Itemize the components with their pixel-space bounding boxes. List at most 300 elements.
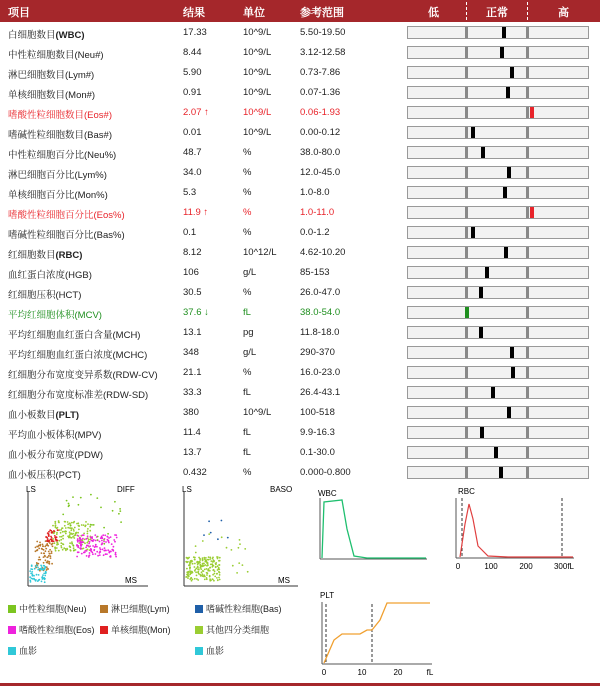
scatter-dot	[111, 543, 113, 545]
scatter-dot	[238, 547, 240, 549]
range-bar-high-limit	[526, 187, 529, 198]
scatter-dot	[214, 573, 216, 575]
scatter-dot	[196, 575, 198, 577]
range-bar-marker	[480, 427, 484, 438]
test-ref-range: 0.00-0.12	[300, 127, 341, 138]
scatter-dot	[197, 571, 199, 573]
scatter-dot	[89, 554, 91, 556]
scatter-dot	[92, 545, 94, 547]
scatter-dot	[65, 549, 67, 551]
scatter-dot	[207, 559, 209, 561]
table-row	[0, 203, 600, 223]
scatter-dot	[202, 563, 204, 565]
test-name: 红细胞分布宽度变异系数(RDW-CV)	[8, 370, 158, 381]
scatter-dot	[76, 523, 78, 525]
scatter-dot	[68, 505, 70, 507]
scatter-dot	[189, 574, 191, 576]
scatter-dot	[87, 535, 89, 537]
legend-swatch	[8, 605, 16, 613]
scatter-dot	[51, 551, 53, 553]
scatter-dot	[43, 568, 45, 570]
scatter-dot	[42, 569, 44, 571]
scatter-dot	[73, 547, 75, 549]
scatter-dot	[203, 565, 205, 567]
range-bar	[407, 466, 589, 479]
test-unit: %	[243, 227, 252, 238]
test-unit: %	[243, 167, 252, 178]
test-result: 5.3	[183, 187, 197, 198]
scatter-dot	[215, 563, 217, 565]
scatter-dot	[85, 521, 87, 523]
scatter-dot	[81, 524, 83, 526]
range-bar	[407, 386, 589, 399]
test-ref-range: 85-153	[300, 267, 330, 278]
scatter-dot	[203, 534, 205, 536]
scatter-dot	[84, 539, 86, 541]
range-bar-marker	[510, 67, 514, 78]
axis-tick-label: 0	[321, 668, 327, 677]
scatter-dot	[195, 545, 197, 547]
scatter-dot	[218, 568, 220, 570]
table-row	[0, 103, 600, 123]
scatter-dot	[38, 579, 40, 581]
scatter-dot	[218, 564, 220, 566]
scatter-dot	[204, 569, 206, 571]
range-bar-high-limit	[526, 247, 529, 258]
scatter-dot	[191, 571, 193, 573]
scatter-dot	[39, 568, 41, 570]
scatter-dot	[102, 534, 104, 536]
test-result: 30.5	[183, 287, 202, 298]
table-row	[0, 263, 600, 283]
scatter-dot	[37, 567, 39, 569]
test-ref-range: 0.06-1.93	[300, 107, 341, 118]
test-result: 0.91	[183, 87, 202, 98]
test-name: 淋巴细胞数目(Lym#)	[8, 70, 95, 81]
scatter-dot	[198, 562, 200, 564]
range-bar-low-limit	[465, 107, 468, 118]
wbc-histogram	[312, 484, 432, 574]
header-high: 高	[558, 7, 569, 19]
scatter-dot	[206, 577, 208, 579]
legend-item	[100, 602, 170, 615]
legend-label: 其他四分类细胞	[206, 625, 270, 635]
diff-ms-label: MS	[125, 576, 137, 585]
scatter-dot	[39, 545, 41, 547]
test-name: 平均血小板体积(MPV)	[8, 430, 102, 441]
scatter-dot	[226, 547, 228, 549]
scatter-dot	[81, 553, 83, 555]
scatter-dot	[112, 550, 114, 552]
scatter-dot	[54, 547, 56, 549]
test-ref-range: 4.62-10.20	[300, 247, 346, 258]
test-ref-range: 0.07-1.36	[300, 87, 341, 98]
header-divider-high	[527, 2, 528, 20]
header-low: 低	[428, 7, 439, 19]
scatter-dot	[115, 556, 117, 558]
baso-scatter-plot	[178, 484, 303, 594]
scatter-dot	[80, 545, 82, 547]
scatter-dot	[96, 551, 98, 553]
scatter-dot	[221, 520, 223, 522]
scatter-dot	[73, 529, 75, 531]
scatter-dot	[63, 547, 65, 549]
scatter-dot	[91, 524, 93, 526]
scatter-dot	[208, 556, 210, 558]
scatter-dot	[62, 514, 64, 516]
axis-tick-label: 0	[455, 562, 461, 571]
test-unit: g/L	[243, 347, 257, 358]
scatter-dot	[198, 569, 200, 571]
scatter-dot	[108, 537, 110, 539]
scatter-dot	[29, 580, 31, 582]
test-name: 中性粒细胞百分比(Neu%)	[8, 150, 117, 161]
scatter-dot	[44, 578, 46, 580]
test-name: 白细胞数目(WBC)	[8, 30, 85, 41]
scatter-dot	[194, 566, 196, 568]
test-ref-range: 11.8-18.0	[300, 327, 340, 338]
scatter-dot	[81, 534, 83, 536]
scatter-dot	[201, 573, 203, 575]
scatter-dot	[247, 571, 249, 573]
plt-title: PLT	[320, 591, 335, 600]
table-row	[0, 423, 600, 443]
test-unit: %	[243, 287, 252, 298]
scatter-dot	[84, 552, 86, 554]
test-ref-range: 1.0-11.0	[300, 207, 335, 218]
test-unit: g/L	[243, 267, 257, 278]
scatter-dot	[55, 526, 57, 528]
scatter-dot	[107, 536, 109, 538]
range-bar-high-limit	[526, 67, 529, 78]
range-bar-marker	[502, 27, 506, 38]
scatter-dot	[209, 570, 211, 572]
scatter-dot	[209, 575, 211, 577]
table-row	[0, 163, 600, 183]
test-unit: %	[243, 147, 252, 158]
test-result: 8.12	[183, 247, 202, 258]
range-bar	[407, 426, 589, 439]
scatter-dot	[188, 564, 190, 566]
scatter-dot	[45, 572, 47, 574]
scatter-dot	[51, 563, 53, 565]
scatter-dot	[78, 551, 80, 553]
scatter-dot	[93, 550, 95, 552]
scatter-dot	[90, 549, 92, 551]
scatter-dot	[205, 557, 207, 559]
range-bar-low-limit	[465, 287, 468, 298]
scatter-dot	[45, 559, 47, 561]
scatter-dot	[88, 556, 90, 558]
scatter-dot	[43, 552, 45, 554]
scatter-dot	[36, 550, 38, 552]
test-result: 34.0	[183, 167, 202, 178]
scatter-dot	[217, 558, 219, 560]
scatter-dot	[70, 525, 72, 527]
scatter-dot	[62, 538, 64, 540]
scatter-dot	[219, 560, 221, 562]
table-row	[0, 363, 600, 383]
scatter-dot	[91, 537, 93, 539]
scatter-dot	[78, 529, 80, 531]
scatter-dot	[35, 579, 37, 581]
scatter-dot	[79, 537, 81, 539]
scatter-dot	[94, 546, 96, 548]
test-result: 48.7	[183, 147, 202, 158]
scatter-dot	[214, 570, 216, 572]
scatter-dot	[58, 550, 60, 552]
scatter-dot	[66, 548, 68, 550]
scatter-dot	[208, 533, 210, 535]
scatter-dot	[113, 539, 115, 541]
scatter-dot	[60, 545, 62, 547]
scatter-dot	[62, 535, 64, 537]
scatter-dot	[41, 566, 43, 568]
scatter-dot	[52, 545, 54, 547]
scatter-dot	[115, 534, 117, 536]
test-name: 淋巴细胞百分比(Lym%)	[8, 170, 107, 181]
scatter-dot	[42, 574, 44, 576]
scatter-dot	[206, 568, 208, 570]
table-row	[0, 303, 600, 323]
range-bar	[407, 206, 589, 219]
scatter-dot	[209, 567, 211, 569]
test-name: 血小板压积(PCT)	[8, 470, 81, 481]
scatter-dot	[60, 542, 62, 544]
scatter-dot	[113, 546, 115, 548]
range-bar	[407, 266, 589, 279]
scatter-dot	[82, 538, 84, 540]
scatter-dot	[118, 513, 120, 515]
range-bar-marker	[481, 147, 485, 158]
scatter-dot	[194, 578, 196, 580]
range-bar	[407, 326, 589, 339]
plt-histogram	[312, 588, 442, 680]
scatter-dot	[66, 500, 68, 502]
legend-item	[8, 623, 95, 636]
axis-tick-label: 20	[393, 668, 403, 677]
scatter-dot	[56, 544, 58, 546]
scatter-dot	[107, 539, 109, 541]
test-ref-range: 12.0-45.0	[300, 167, 341, 178]
scatter-dot	[232, 565, 234, 567]
test-ref-range: 16.0-23.0	[300, 367, 341, 378]
range-bar-marker	[506, 87, 510, 98]
scatter-dot	[202, 560, 204, 562]
scatter-dot	[199, 561, 201, 563]
scatter-dot	[101, 537, 103, 539]
baso-ls-label: LS	[182, 485, 192, 494]
scatter-dot	[194, 559, 196, 561]
scatter-dot	[219, 574, 221, 576]
scatter-dot	[95, 540, 97, 542]
test-name: 红细胞压积(HCT)	[8, 290, 82, 301]
scatter-dot	[212, 578, 214, 580]
scatter-dot	[43, 562, 45, 564]
range-bar-high-limit	[526, 447, 529, 458]
scatter-dot	[53, 530, 55, 532]
scatter-dot	[95, 544, 97, 546]
scatter-dot	[99, 551, 101, 553]
range-bar	[407, 406, 589, 419]
scatter-dot	[231, 549, 233, 551]
scatter-dot	[56, 541, 58, 543]
scatter-dot	[54, 522, 56, 524]
scatter-dot	[68, 503, 70, 505]
scatter-dot	[31, 565, 33, 567]
scatter-dot	[38, 548, 40, 550]
rbc-title: RBC	[458, 487, 475, 496]
scatter-dot	[32, 575, 34, 577]
scatter-dot	[227, 537, 229, 539]
scatter-dot	[105, 541, 107, 543]
range-bar-high-limit	[526, 47, 529, 58]
table-row	[0, 23, 600, 43]
scatter-dot	[43, 565, 45, 567]
scatter-dot	[57, 527, 59, 529]
table-row	[0, 183, 600, 203]
scatter-dot	[65, 527, 67, 529]
scatter-dot	[60, 539, 62, 541]
range-bar-high-limit	[526, 467, 529, 478]
scatter-dot	[87, 533, 89, 535]
scatter-dot	[89, 545, 91, 547]
scatter-dot	[80, 548, 82, 550]
range-bar-marker	[530, 107, 534, 118]
test-unit: %	[243, 207, 252, 218]
test-ref-range: 9.9-16.3	[300, 427, 335, 438]
range-bar-marker	[507, 167, 511, 178]
scatter-dot	[110, 536, 112, 538]
scatter-dot	[69, 523, 71, 525]
scatter-dot	[64, 530, 66, 532]
scatter-dot	[200, 568, 202, 570]
scatter-dot	[41, 581, 43, 583]
scatter-dot	[59, 529, 61, 531]
scatter-dot	[112, 510, 114, 512]
scatter-dot	[197, 566, 199, 568]
scatter-dot	[31, 571, 33, 573]
scatter-dot	[88, 539, 90, 541]
range-bar	[407, 346, 589, 359]
test-unit: 10^9/L	[243, 67, 272, 78]
scatter-dot	[71, 533, 73, 535]
range-bar-high-limit	[526, 167, 529, 178]
range-bar	[407, 166, 589, 179]
scatter-dot	[60, 532, 62, 534]
table-row	[0, 323, 600, 343]
scatter-dot	[102, 549, 104, 551]
range-bar-low-limit	[465, 227, 468, 238]
scatter-dot	[216, 573, 218, 575]
scatter-dot	[70, 550, 72, 552]
range-bar-marker	[479, 327, 483, 338]
scatter-dot	[61, 536, 63, 538]
range-bar-marker	[510, 347, 514, 358]
range-bar-marker	[530, 207, 534, 218]
scatter-dot	[51, 532, 53, 534]
range-bar-low-limit	[465, 187, 468, 198]
table-row	[0, 63, 600, 83]
scatter-dot	[104, 547, 106, 549]
range-bar-low-limit	[465, 387, 468, 398]
scatter-dot	[185, 576, 187, 578]
legend-item	[195, 623, 269, 636]
baso-ms-label: MS	[278, 576, 290, 585]
scatter-dot	[74, 527, 76, 529]
scatter-dot	[103, 541, 105, 543]
scatter-dot	[236, 572, 238, 574]
scatter-dot	[99, 554, 101, 556]
scatter-dot	[78, 504, 80, 506]
range-bar-marker	[504, 247, 508, 258]
range-bar-low-limit	[465, 47, 468, 58]
scatter-dot	[42, 576, 44, 578]
scatter-dot	[72, 536, 74, 538]
scatter-dot	[213, 560, 215, 562]
range-bar-high-limit	[526, 307, 529, 318]
test-result: 11.4	[183, 427, 201, 438]
test-result: 8.44	[183, 47, 202, 58]
scatter-dot	[77, 535, 79, 537]
range-bar-high-limit	[526, 27, 529, 38]
diff-scatter-plot	[22, 484, 152, 594]
header-unit: 单位	[243, 7, 265, 19]
table-header	[0, 0, 600, 22]
legend-label: 中性粒细胞(Neu)	[19, 604, 87, 614]
scatter-dot	[47, 538, 49, 540]
scatter-dot	[30, 573, 32, 575]
range-bar-high-limit	[526, 347, 529, 358]
scatter-dot	[206, 565, 208, 567]
range-bar-low-limit	[465, 347, 468, 358]
scatter-dot	[49, 553, 51, 555]
scatter-dot	[69, 546, 71, 548]
scatter-dot	[56, 532, 58, 534]
scatter-dot	[54, 537, 56, 539]
test-name: 血小板数目(PLT)	[8, 410, 80, 421]
range-bar-low-limit	[465, 327, 468, 338]
scatter-dot	[209, 558, 211, 560]
scatter-dot	[120, 521, 122, 523]
range-bar-high-limit	[526, 407, 529, 418]
test-ref-range: 38.0-54.0	[300, 307, 341, 318]
scatter-dot	[57, 529, 59, 531]
table-row	[0, 143, 600, 163]
test-unit: 10^9/L	[243, 107, 272, 118]
legend-label: 血影	[19, 646, 38, 656]
test-unit: fL	[243, 387, 251, 398]
range-bar	[407, 186, 589, 199]
scatter-dot	[39, 542, 41, 544]
test-result: 21.1	[183, 367, 202, 378]
scatter-dot	[107, 533, 109, 535]
scatter-dot	[108, 552, 110, 554]
scatter-dot	[73, 522, 75, 524]
scatter-dot	[64, 521, 66, 523]
legend-item	[8, 644, 37, 657]
range-bar-high-limit	[526, 87, 529, 98]
scatter-dot	[38, 556, 40, 558]
scatter-dot	[90, 536, 92, 538]
scatter-dot	[35, 547, 37, 549]
scatter-dot	[238, 562, 240, 564]
test-name: 平均红细胞体积(MCV)	[8, 310, 102, 321]
scatter-dot	[67, 535, 69, 537]
range-bar-marker	[471, 127, 475, 138]
scatter-dot	[206, 574, 208, 576]
scatter-dot	[36, 574, 38, 576]
